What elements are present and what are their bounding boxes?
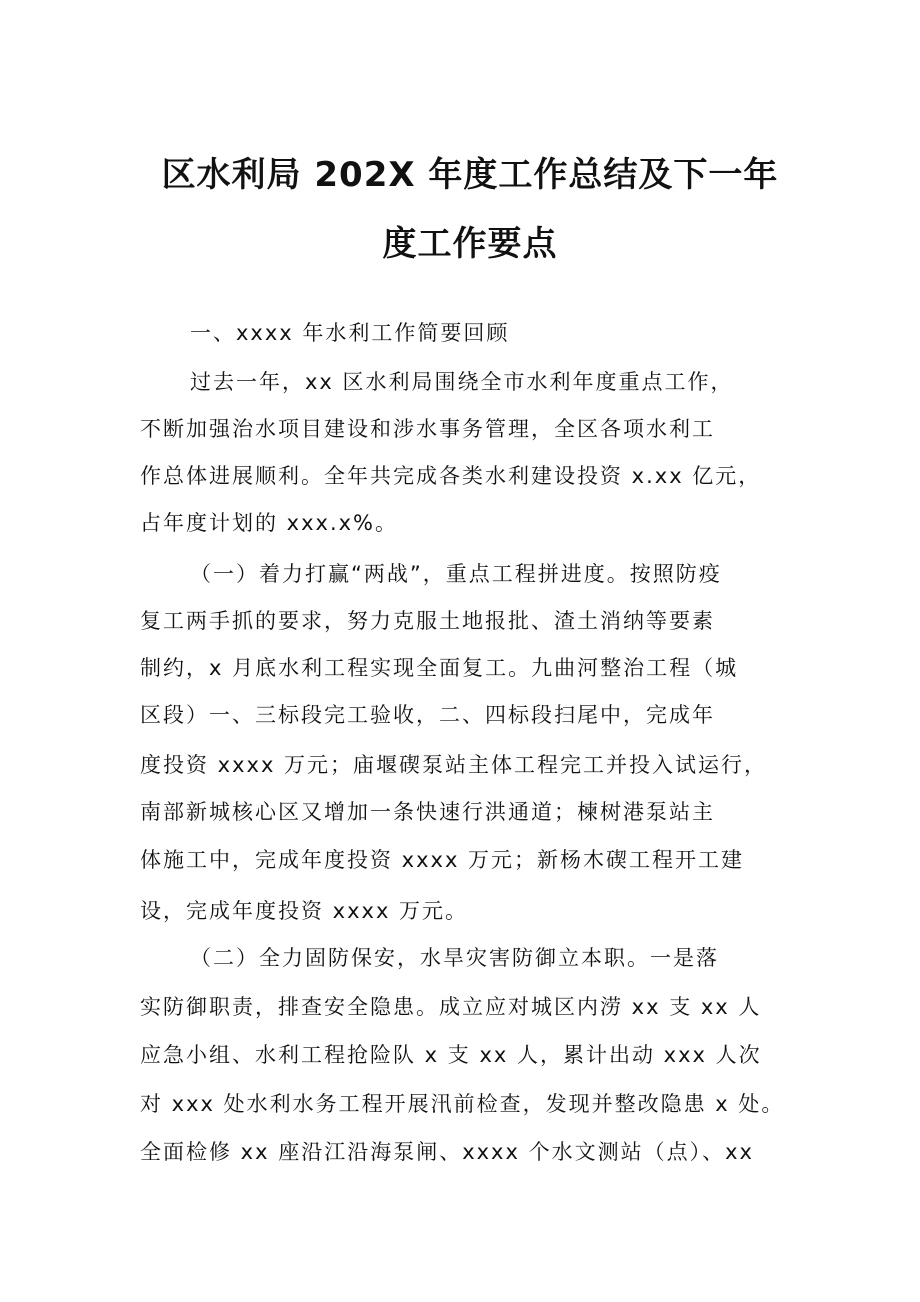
paragraph-line: 应急小组、水利工程抢险队 x 支 xx 人，累计出动 xxx 人次 (140, 1043, 762, 1067)
paragraph-line: （二）全力固防保安，水旱灾害防御立本职。一是落 (190, 946, 719, 970)
document-title-line-2: 度工作要点 (382, 224, 558, 264)
paragraph-line: 区段）一、三标段完工验收，二、四标段扫尾中，完成年 (140, 703, 715, 727)
paragraph-line: 实防御职责，排查安全隐患。成立应对城区内涝 xx 支 xx 人 (140, 995, 762, 1019)
paragraph-line: 全面检修 xx 座沿江沿海泵闸、xxxx 个水文测站（点）、xx (140, 1140, 754, 1164)
paragraph-line: （一）着力打赢“两战”，重点工程拼进度。按照防疫 (190, 562, 722, 586)
paragraph-line: 设，完成年度投资 xxxx 万元。 (140, 899, 469, 923)
paragraph-line: 度投资 xxxx 万元；庙堰碶泵站主体工程完工并投入试运行， (140, 753, 768, 777)
paragraph-line: 作总体进展顺利。全年共完成各类水利建设投资 x.xx 亿元， (140, 464, 762, 488)
section-heading: 一、xxxx 年水利工作简要回顾 (190, 321, 510, 345)
paragraph-line: 复工两手抓的要求，努力克服土地报批、渣土消纳等要素 (140, 609, 715, 633)
paragraph-line: 占年度计划的 xxx.x%。 (140, 511, 399, 535)
paragraph-line: 对 xxx 处水利水务工程开展汛前检查，发现并整改隐患 x 处。 (140, 1092, 785, 1116)
paragraph-line: 过去一年，xx 区水利局围绕全市水利年度重点工作， (190, 370, 734, 394)
paragraph-line: 体施工中，完成年度投资 xxxx 万元；新杨木碶工程开工建 (140, 848, 745, 872)
paragraph-line: 制约，x 月底水利工程实现全面复工。九曲河整治工程（城 (140, 656, 739, 680)
paragraph-line: 不断加强治水项目建设和涉水事务管理，全区各项水利工 (140, 417, 715, 441)
paragraph-line: 南部新城核心区又增加一条快速行洪通道；楝树港泵站主 (140, 800, 715, 824)
document-title-line-1: 区水利局 202X 年度工作总结及下一年 (161, 155, 779, 195)
